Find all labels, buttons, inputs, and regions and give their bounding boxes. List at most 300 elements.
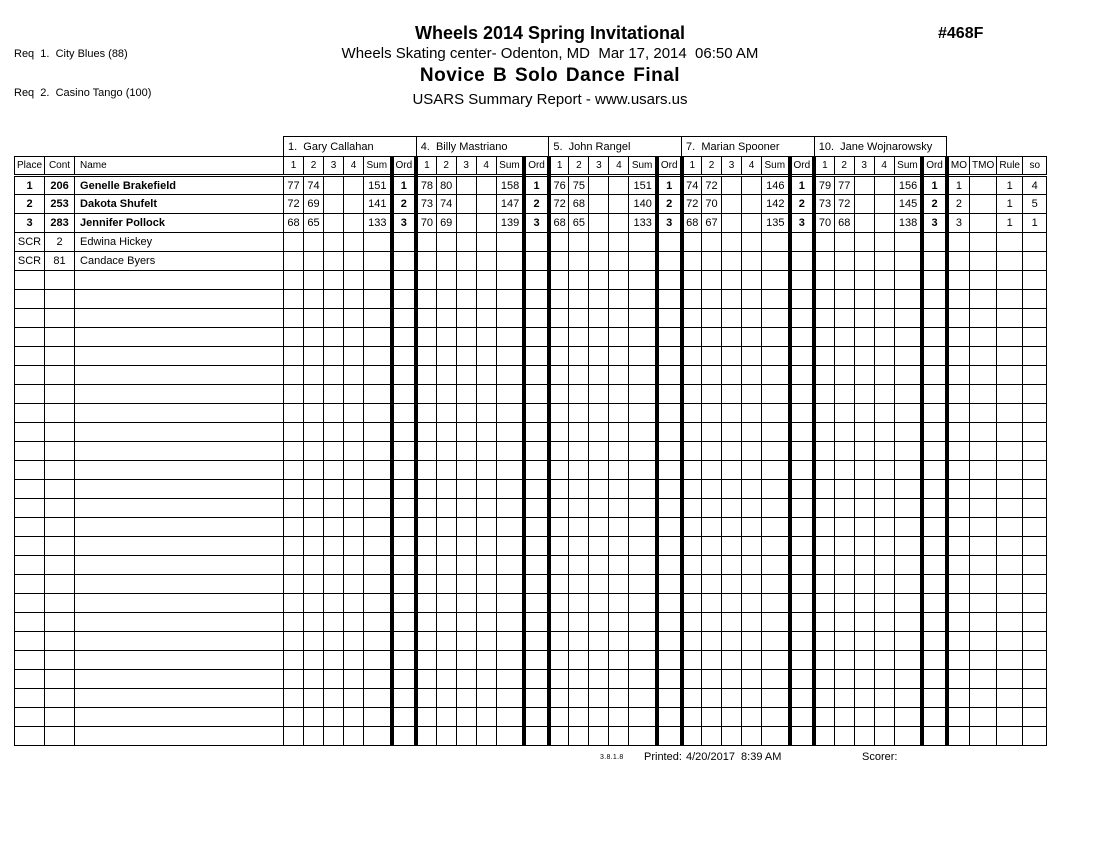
empty-score-cell xyxy=(456,347,476,366)
empty-row xyxy=(15,651,1047,670)
empty-score-cell xyxy=(284,575,304,594)
place-cell: 3 xyxy=(15,214,45,233)
empty-sum-cell xyxy=(894,708,922,727)
empty-mo-cell xyxy=(947,708,970,727)
empty-score-cell xyxy=(284,347,304,366)
empty-sum-cell xyxy=(364,366,392,385)
empty-row xyxy=(15,404,1047,423)
empty-ord-cell xyxy=(392,632,417,651)
score-cell xyxy=(344,214,364,233)
empty-score-cell xyxy=(874,328,894,347)
empty-ord-cell xyxy=(790,480,815,499)
empty-score-cell xyxy=(589,366,609,385)
empty-tmo-cell xyxy=(970,309,997,328)
empty-score-cell xyxy=(416,556,436,575)
cont-cell: 81 xyxy=(45,252,75,271)
empty-row xyxy=(15,518,1047,537)
empty-score-cell xyxy=(702,708,722,727)
col-header-sum: Sum xyxy=(762,157,790,176)
empty-score-cell xyxy=(834,613,854,632)
empty-score-cell xyxy=(436,423,456,442)
empty-sum-cell xyxy=(629,480,657,499)
empty-score-cell xyxy=(874,423,894,442)
empty-score-cell xyxy=(854,271,874,290)
empty-score-cell xyxy=(476,404,496,423)
empty-ord-cell xyxy=(392,708,417,727)
empty-score-cell xyxy=(682,632,702,651)
col-header-sum: Sum xyxy=(496,157,524,176)
empty-sum-cell xyxy=(762,404,790,423)
col-header-sum: Sum xyxy=(364,157,392,176)
empty-sum-cell xyxy=(496,328,524,347)
col-header-1: 1 xyxy=(814,157,834,176)
mo-cell xyxy=(947,233,970,252)
empty-name-cell xyxy=(75,556,284,575)
empty-cont-cell xyxy=(45,632,75,651)
empty-score-cell xyxy=(722,404,742,423)
empty-ord-cell xyxy=(790,632,815,651)
score-cell: 76 xyxy=(549,176,569,195)
empty-score-cell xyxy=(609,632,629,651)
tmo-cell xyxy=(970,214,997,233)
empty-score-cell xyxy=(609,556,629,575)
empty-score-cell xyxy=(702,537,722,556)
empty-sum-cell xyxy=(629,328,657,347)
empty-score-cell xyxy=(589,442,609,461)
empty-row xyxy=(15,613,1047,632)
score-cell xyxy=(874,233,894,252)
empty-score-cell xyxy=(609,461,629,480)
empty-ord-cell xyxy=(524,537,549,556)
empty-ord-cell xyxy=(790,727,815,746)
empty-score-cell xyxy=(609,575,629,594)
empty-sum-cell xyxy=(894,423,922,442)
empty-sum-cell xyxy=(894,670,922,689)
empty-ord-cell xyxy=(790,594,815,613)
empty-score-cell xyxy=(814,632,834,651)
empty-score-cell xyxy=(284,518,304,537)
empty-score-cell xyxy=(344,670,364,689)
ord-cell: 2 xyxy=(790,195,815,214)
empty-name-cell xyxy=(75,670,284,689)
name-cell: Edwina Hickey xyxy=(75,233,284,252)
empty-score-cell xyxy=(609,594,629,613)
score-cell xyxy=(702,252,722,271)
empty-score-cell xyxy=(436,651,456,670)
empty-score-cell xyxy=(324,423,344,442)
empty-score-cell xyxy=(742,632,762,651)
empty-sum-cell xyxy=(496,290,524,309)
score-cell xyxy=(854,195,874,214)
empty-ord-cell xyxy=(657,271,682,290)
empty-sum-cell xyxy=(629,594,657,613)
empty-sum-cell xyxy=(629,366,657,385)
empty-mo-cell xyxy=(947,689,970,708)
empty-score-cell xyxy=(456,670,476,689)
empty-so-cell xyxy=(1023,708,1047,727)
empty-sum-cell xyxy=(364,461,392,480)
empty-score-cell xyxy=(854,651,874,670)
empty-ord-cell xyxy=(392,328,417,347)
empty-ord-cell xyxy=(524,328,549,347)
score-cell: 77 xyxy=(284,176,304,195)
empty-score-cell xyxy=(722,575,742,594)
score-cell xyxy=(476,214,496,233)
empty-score-cell xyxy=(874,461,894,480)
empty-score-cell xyxy=(742,651,762,670)
empty-ord-cell xyxy=(524,499,549,518)
empty-score-cell xyxy=(436,499,456,518)
empty-score-cell xyxy=(436,404,456,423)
empty-score-cell xyxy=(569,556,589,575)
empty-sum-cell xyxy=(364,632,392,651)
empty-score-cell xyxy=(874,366,894,385)
empty-score-cell xyxy=(324,708,344,727)
empty-score-cell xyxy=(722,423,742,442)
empty-score-cell xyxy=(549,537,569,556)
empty-score-cell xyxy=(344,499,364,518)
empty-so-cell xyxy=(1023,290,1047,309)
col-header-1: 1 xyxy=(549,157,569,176)
empty-sum-cell xyxy=(629,461,657,480)
scorer-label: Scorer: xyxy=(862,751,898,763)
empty-ord-cell xyxy=(657,385,682,404)
empty-row xyxy=(15,689,1047,708)
empty-sum-cell xyxy=(364,271,392,290)
empty-score-cell xyxy=(742,689,762,708)
empty-sum-cell xyxy=(894,385,922,404)
empty-score-cell xyxy=(456,461,476,480)
empty-rule-cell xyxy=(997,461,1023,480)
empty-score-cell xyxy=(476,271,496,290)
empty-ord-cell xyxy=(657,689,682,708)
empty-score-cell xyxy=(549,632,569,651)
empty-score-cell xyxy=(834,423,854,442)
empty-score-cell xyxy=(854,404,874,423)
rule-cell xyxy=(997,233,1023,252)
empty-ord-cell xyxy=(524,594,549,613)
ord-cell: 2 xyxy=(392,195,417,214)
sum-cell: 140 xyxy=(629,195,657,214)
empty-score-cell xyxy=(436,556,456,575)
col-header-tmo: TMO xyxy=(970,157,997,176)
empty-ord-cell xyxy=(657,290,682,309)
empty-score-cell xyxy=(549,480,569,499)
score-cell xyxy=(344,233,364,252)
event-title: Novice B Solo Dance Final xyxy=(419,65,681,86)
empty-sum-cell xyxy=(894,518,922,537)
empty-score-cell xyxy=(834,651,854,670)
empty-score-cell xyxy=(324,670,344,689)
empty-place-cell xyxy=(15,632,45,651)
empty-score-cell xyxy=(874,727,894,746)
empty-ord-cell xyxy=(392,271,417,290)
sum-cell xyxy=(364,252,392,271)
score-cell: 74 xyxy=(304,176,324,195)
empty-score-cell xyxy=(456,556,476,575)
empty-place-cell xyxy=(15,670,45,689)
empty-score-cell xyxy=(874,385,894,404)
empty-score-cell xyxy=(742,442,762,461)
empty-tmo-cell xyxy=(970,594,997,613)
empty-sum-cell xyxy=(762,670,790,689)
empty-rule-cell xyxy=(997,347,1023,366)
empty-sum-cell xyxy=(364,670,392,689)
empty-score-cell xyxy=(436,290,456,309)
empty-so-cell xyxy=(1023,727,1047,746)
empty-ord-cell xyxy=(524,556,549,575)
empty-score-cell xyxy=(569,461,589,480)
empty-score-cell xyxy=(569,366,589,385)
empty-score-cell xyxy=(344,366,364,385)
score-cell xyxy=(854,214,874,233)
empty-rule-cell xyxy=(997,632,1023,651)
empty-sum-cell xyxy=(894,290,922,309)
empty-ord-cell xyxy=(657,537,682,556)
empty-score-cell xyxy=(284,632,304,651)
empty-name-cell xyxy=(75,442,284,461)
empty-score-cell xyxy=(874,480,894,499)
empty-ord-cell xyxy=(392,404,417,423)
place-cell: 1 xyxy=(15,176,45,195)
empty-sum-cell xyxy=(629,556,657,575)
empty-ord-cell xyxy=(524,670,549,689)
empty-tmo-cell xyxy=(970,347,997,366)
score-cell: 70 xyxy=(814,214,834,233)
score-cell xyxy=(436,252,456,271)
empty-score-cell xyxy=(814,556,834,575)
empty-score-cell xyxy=(814,537,834,556)
empty-score-cell xyxy=(456,309,476,328)
empty-sum-cell xyxy=(762,347,790,366)
empty-cont-cell xyxy=(45,689,75,708)
empty-score-cell xyxy=(589,499,609,518)
empty-tmo-cell xyxy=(970,727,997,746)
empty-score-cell xyxy=(416,366,436,385)
empty-mo-cell xyxy=(947,518,970,537)
empty-score-cell xyxy=(456,537,476,556)
empty-score-cell xyxy=(569,651,589,670)
empty-ord-cell xyxy=(392,670,417,689)
empty-score-cell xyxy=(476,309,496,328)
score-cell: 72 xyxy=(834,195,854,214)
sum-cell: 147 xyxy=(496,195,524,214)
empty-score-cell xyxy=(304,480,324,499)
empty-ord-cell xyxy=(392,385,417,404)
empty-score-cell xyxy=(549,575,569,594)
empty-sum-cell xyxy=(629,309,657,328)
empty-mo-cell xyxy=(947,309,970,328)
empty-rule-cell xyxy=(997,309,1023,328)
empty-score-cell xyxy=(854,423,874,442)
empty-score-cell xyxy=(874,347,894,366)
empty-mo-cell xyxy=(947,442,970,461)
score-cell xyxy=(589,176,609,195)
ord-cell xyxy=(524,252,549,271)
empty-score-cell xyxy=(814,328,834,347)
empty-ord-cell xyxy=(790,689,815,708)
empty-score-cell xyxy=(682,271,702,290)
tmo-cell xyxy=(970,252,997,271)
empty-ord-cell xyxy=(657,594,682,613)
empty-score-cell xyxy=(814,575,834,594)
empty-sum-cell xyxy=(364,594,392,613)
empty-score-cell xyxy=(476,423,496,442)
empty-score-cell xyxy=(609,613,629,632)
empty-sum-cell xyxy=(894,575,922,594)
empty-rule-cell xyxy=(997,537,1023,556)
empty-sum-cell xyxy=(762,518,790,537)
empty-score-cell xyxy=(456,632,476,651)
empty-rule-cell xyxy=(997,366,1023,385)
col-header-2: 2 xyxy=(569,157,589,176)
venue-date-line: Wheels Skating center- Odenton, MD Mar 17, 2014 06:50 AM xyxy=(341,45,759,62)
sum-cell: 141 xyxy=(364,195,392,214)
empty-score-cell xyxy=(682,708,702,727)
empty-sum-cell xyxy=(364,404,392,423)
empty-so-cell xyxy=(1023,328,1047,347)
empty-score-cell xyxy=(476,727,496,746)
empty-score-cell xyxy=(814,689,834,708)
empty-score-cell xyxy=(476,442,496,461)
empty-score-cell xyxy=(722,328,742,347)
empty-sum-cell xyxy=(762,328,790,347)
empty-sum-cell xyxy=(496,670,524,689)
empty-score-cell xyxy=(589,651,609,670)
score-cell xyxy=(609,176,629,195)
empty-score-cell xyxy=(344,480,364,499)
empty-score-cell xyxy=(854,328,874,347)
empty-score-cell xyxy=(284,404,304,423)
empty-score-cell xyxy=(304,556,324,575)
empty-score-cell xyxy=(702,461,722,480)
empty-score-cell xyxy=(742,385,762,404)
empty-score-cell xyxy=(834,385,854,404)
empty-tmo-cell xyxy=(970,366,997,385)
empty-score-cell xyxy=(814,461,834,480)
empty-score-cell xyxy=(682,670,702,689)
score-cell xyxy=(589,214,609,233)
result-row xyxy=(15,176,1047,195)
empty-score-cell xyxy=(814,309,834,328)
empty-score-cell xyxy=(304,290,324,309)
score-cell xyxy=(344,195,364,214)
empty-so-cell xyxy=(1023,309,1047,328)
empty-score-cell xyxy=(569,537,589,556)
place-cell: SCR xyxy=(15,233,45,252)
empty-score-cell xyxy=(569,613,589,632)
empty-score-cell xyxy=(834,518,854,537)
empty-score-cell xyxy=(436,480,456,499)
empty-cont-cell xyxy=(45,290,75,309)
empty-row xyxy=(15,366,1047,385)
empty-ord-cell xyxy=(922,290,947,309)
empty-ord-cell xyxy=(524,708,549,727)
empty-score-cell xyxy=(324,461,344,480)
empty-score-cell xyxy=(284,670,304,689)
col-header-ord: Ord xyxy=(790,157,815,176)
empty-ord-cell xyxy=(922,613,947,632)
empty-score-cell xyxy=(569,727,589,746)
empty-ord-cell xyxy=(790,708,815,727)
empty-score-cell xyxy=(874,556,894,575)
empty-sum-cell xyxy=(629,575,657,594)
score-cell xyxy=(456,195,476,214)
empty-ord-cell xyxy=(922,480,947,499)
so-cell xyxy=(1023,252,1047,271)
empty-score-cell xyxy=(304,366,324,385)
empty-so-cell xyxy=(1023,366,1047,385)
empty-row xyxy=(15,499,1047,518)
empty-name-cell xyxy=(75,423,284,442)
empty-tmo-cell xyxy=(970,442,997,461)
score-cell xyxy=(304,252,324,271)
empty-score-cell xyxy=(834,632,854,651)
empty-score-cell xyxy=(702,347,722,366)
empty-ord-cell xyxy=(922,271,947,290)
empty-sum-cell xyxy=(629,423,657,442)
empty-score-cell xyxy=(344,537,364,556)
empty-score-cell xyxy=(456,727,476,746)
empty-score-cell xyxy=(344,651,364,670)
empty-score-cell xyxy=(569,594,589,613)
empty-mo-cell xyxy=(947,461,970,480)
empty-ord-cell xyxy=(657,366,682,385)
empty-score-cell xyxy=(304,328,324,347)
empty-sum-cell xyxy=(364,537,392,556)
empty-score-cell xyxy=(416,670,436,689)
empty-place-cell xyxy=(15,271,45,290)
empty-score-cell xyxy=(549,727,569,746)
empty-score-cell xyxy=(722,556,742,575)
empty-cont-cell xyxy=(45,499,75,518)
score-cell: 68 xyxy=(834,214,854,233)
empty-score-cell xyxy=(722,366,742,385)
empty-score-cell xyxy=(742,461,762,480)
empty-ord-cell xyxy=(922,632,947,651)
empty-ord-cell xyxy=(790,442,815,461)
empty-score-cell xyxy=(304,271,324,290)
empty-score-cell xyxy=(682,404,702,423)
empty-sum-cell xyxy=(894,442,922,461)
empty-sum-cell xyxy=(762,651,790,670)
sum-cell: 146 xyxy=(762,176,790,195)
empty-cont-cell xyxy=(45,651,75,670)
score-cell: 72 xyxy=(682,195,702,214)
sum-cell: 158 xyxy=(496,176,524,195)
empty-score-cell xyxy=(416,537,436,556)
empty-so-cell xyxy=(1023,518,1047,537)
empty-cont-cell xyxy=(45,537,75,556)
sum-cell: 139 xyxy=(496,214,524,233)
empty-place-cell xyxy=(15,613,45,632)
empty-score-cell xyxy=(416,290,436,309)
empty-score-cell xyxy=(589,708,609,727)
empty-place-cell xyxy=(15,442,45,461)
empty-ord-cell xyxy=(922,670,947,689)
empty-place-cell xyxy=(15,689,45,708)
empty-score-cell xyxy=(344,271,364,290)
so-cell xyxy=(1023,233,1047,252)
empty-sum-cell xyxy=(629,442,657,461)
empty-score-cell xyxy=(834,537,854,556)
empty-score-cell xyxy=(456,328,476,347)
empty-cont-cell xyxy=(45,556,75,575)
col-header-ord: Ord xyxy=(922,157,947,176)
empty-score-cell xyxy=(284,594,304,613)
empty-sum-cell xyxy=(762,594,790,613)
score-cell xyxy=(476,176,496,195)
